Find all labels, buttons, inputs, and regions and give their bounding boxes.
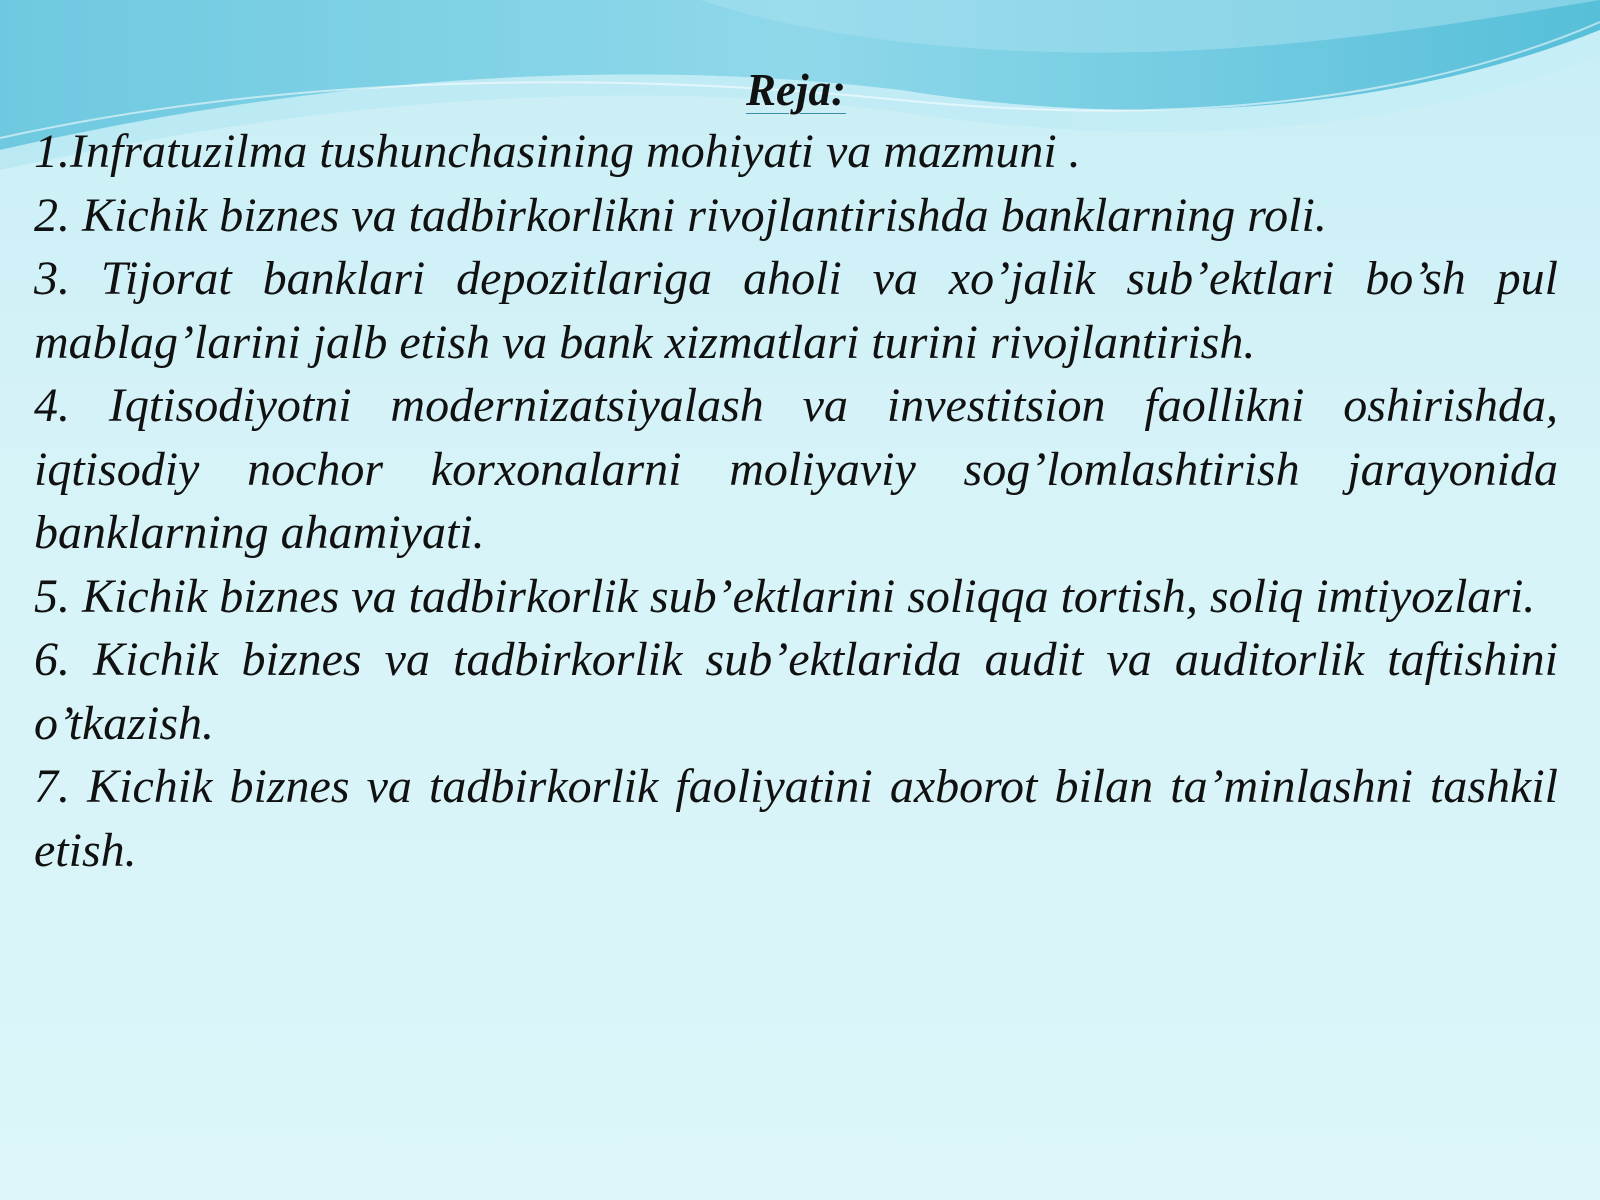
- plan-item-6: 6. Kichik biznes va tadbirkorlik sub’ektlarida audit va auditorlik taftishini o’tkazish.: [34, 633, 1558, 750]
- plan-item-1: 1.Infratuzilma tushunchasining mohiyati va mazmuni .: [34, 125, 1081, 178]
- plan-item-4: 4. Iqtisodiyotni modernizatsiyalash va investitsion faollikni oshirishda, iqtisodiy nochor korxonalarni moliyaviy sog’lomlashtirish jarayonida banklarning ahamiyati.: [34, 379, 1558, 559]
- slide-content: [34, 60, 1558, 882]
- plan-item-5: 5. Kichik biznes va tadbirkorlik sub’ektlarini soliqqa tortish, soliq imtiyozlari.: [34, 569, 1536, 623]
- plan-item-2: 2. Kichik biznes va tadbirkorlikni rivojlantirishda banklarning roli.: [34, 188, 1327, 242]
- plan-list: [34, 120, 1558, 882]
- plan-item-7: 7. Kichik biznes va tadbirkorlik faoliyatini axborot bilan ta’minlashni tashkil etish.: [34, 760, 1558, 877]
- slide-title: Reja:: [746, 65, 846, 115]
- plan-item-3: 3. Tijorat banklari depozitlariga aholi va xo’jalik sub’ektlari bo’sh pul mablag’larini jalb etish va bank xizmatlari turini rivojlantirish.: [34, 252, 1558, 369]
